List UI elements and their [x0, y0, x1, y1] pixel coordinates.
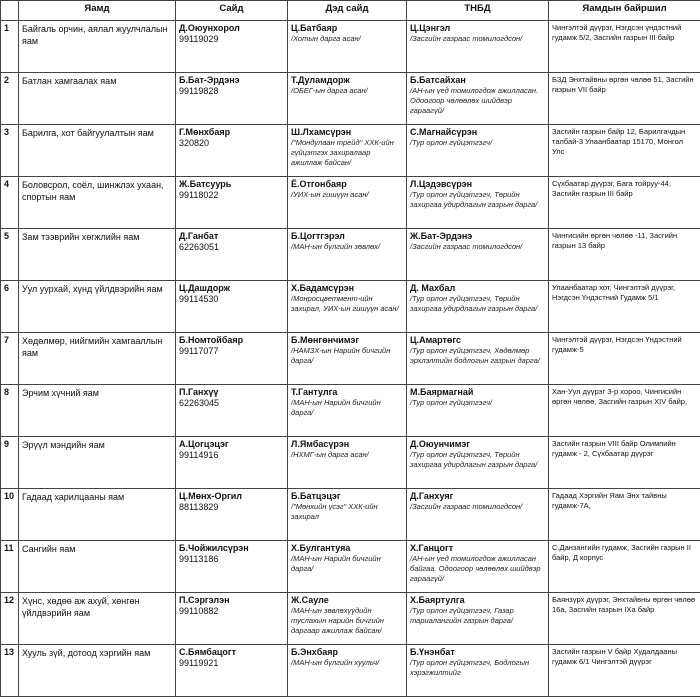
minister-name: Ц.Мөнх-Оргил [179, 491, 243, 501]
ministry-address-text: Баянзүрх дүүрэг, Энхтайвны өргөн чөлөө 16а, Засгийн газрын IXа байр [552, 595, 696, 614]
header-minister: Сайд [176, 1, 288, 21]
row-number [1, 489, 19, 541]
deputy-minister-cell [288, 21, 407, 73]
state-secretary-cell [407, 21, 549, 73]
ministry-name [19, 645, 176, 697]
table-row [1, 333, 700, 385]
row-number-text: 3 [4, 127, 10, 137]
minister-cell [176, 125, 288, 177]
ministry-address [549, 177, 700, 229]
deputy-minister-role: /НХМГ-ын дарга асан/ [291, 450, 369, 459]
ministry-address [549, 645, 700, 697]
ministry-address [549, 281, 700, 333]
ministry-name-text: Хүнс, хөдөө аж ахуй, хөнгөн үйлдвэрийн яам [22, 596, 140, 618]
ministry-address-text: С.Данзангийн гудамж, Засгийн газрын II байр, Д корпус [552, 543, 691, 562]
deputy-minister-name: Б.Энхбаяр [291, 647, 339, 657]
state-secretary-role: /Тур орлон гүйцэтгэгч/ [410, 398, 493, 407]
ministry-name-text: Байгаль орчин, аялал жуулчлалын яам [22, 24, 168, 46]
ministry-name [19, 21, 176, 73]
header-ministry: Яамд [19, 1, 176, 21]
deputy-minister-name: Ц.Батбаяр [291, 23, 338, 33]
minister-phone: 320820 [179, 138, 210, 148]
minister-cell [176, 437, 288, 489]
minister-phone: 99119029 [179, 34, 219, 44]
state-secretary-name: Х.Баяртулга [410, 595, 465, 605]
table-row [1, 21, 700, 73]
ministry-address-text: Гадаад Хэргийн Яам Энх тайвны гудамж-7А, [552, 491, 667, 510]
deputy-minister-role: /МАН-ын бүлгийн хуульч/ [291, 658, 380, 667]
state-secretary-cell [407, 73, 549, 125]
header-ministry-location: Яамдын байршил [549, 1, 700, 21]
minister-phone: 99114916 [179, 450, 219, 460]
ministry-name-text: Барилга, хот байгуулалтын яам [22, 128, 154, 138]
deputy-minister-name: Б.Мөнгөнчимэг [291, 335, 360, 345]
minister-cell [176, 593, 288, 645]
ministry-address [549, 437, 700, 489]
row-number [1, 437, 19, 489]
state-secretary-name: М.Баярмагнай [410, 387, 474, 397]
ministry-name [19, 385, 176, 437]
state-secretary-name: Ц.Цэнгэл [410, 23, 451, 33]
state-secretary-name: Б.Үнэнбат [410, 647, 455, 657]
minister-cell [176, 385, 288, 437]
state-secretary-role: /Тур орлон гүйцэтгэгч, Төрийн захиргаа удирдлагын газрын дарга/ [410, 450, 538, 469]
ministry-name-text: Сангийн яам [22, 544, 76, 554]
row-number-text: 12 [4, 595, 15, 605]
deputy-minister-cell [288, 437, 407, 489]
ministry-name [19, 177, 176, 229]
minister-phone: 99118022 [179, 190, 219, 200]
minister-cell [176, 541, 288, 593]
row-number-text: 9 [4, 439, 10, 449]
row-number [1, 645, 19, 697]
row-number-text: 8 [4, 387, 10, 397]
deputy-minister-role: /УИХ-ын гишүүн асан/ [291, 190, 369, 199]
state-secretary-role: /Засгийн газраас томилогдсон/ [410, 34, 523, 43]
ministry-address-text: Засгийн газрын VIII байр Олимпийн гудамж - 2, Сүхбаатар дүүрэг [552, 439, 676, 458]
table-row [1, 385, 700, 437]
ministry-address [549, 21, 700, 73]
state-secretary-name: Л.Цэдэвсүрэн [410, 179, 473, 189]
ministry-address-text: Чингэлтэй дүүрэг, Нэгдсэн Үндэстний гудамж-5 [552, 335, 682, 354]
deputy-minister-name: Ш.Лхамсүрэн [291, 127, 352, 137]
state-secretary-cell [407, 489, 549, 541]
minister-name: П.Сэргэлэн [179, 595, 230, 605]
deputy-minister-name: Х.Булгантуяа [291, 543, 351, 553]
minister-phone: 99113186 [179, 554, 219, 564]
ministry-address [549, 73, 700, 125]
ministry-name [19, 593, 176, 645]
deputy-minister-name: Б.Батцэцэг [291, 491, 341, 501]
minister-name: Ц.Дашдорж [179, 283, 230, 293]
state-secretary-cell [407, 541, 549, 593]
deputy-minister-name: Ж.Сауле [291, 595, 329, 605]
state-secretary-role: /Тур орлон гүйцэтгэгч, Хөдөлмөр эрхлэлтийн бодлогын газрын дарга/ [410, 346, 540, 365]
row-number-text: 11 [4, 543, 14, 553]
row-number-text: 2 [4, 75, 10, 85]
minister-phone: 62263051 [179, 242, 220, 252]
deputy-minister-name: Б.Цогтгэрэл [291, 231, 345, 241]
ministry-name [19, 229, 176, 281]
table-body [1, 21, 700, 697]
state-secretary-role: /Засгийн газраас томилогдсон/ [410, 242, 523, 251]
ministry-address-text: Чингэлтэй дүүрэг, Нэгдсэн үндэстний гудамж 5/2, Засгийн газрын III байр [552, 23, 682, 42]
deputy-minister-name: Х.Бадамсүрэн [291, 283, 355, 293]
row-number [1, 281, 19, 333]
deputy-minister-role: /Монросцветмент-ийн захирал, УИХ-ын гишүүн асан/ [291, 294, 399, 313]
table-row [1, 281, 700, 333]
ministry-address-text: Улаанбаатар хот, Чингэлтэй дүүрэг, Нэгдсэн Үндэстний Гудамж 5/1 [552, 283, 676, 302]
state-secretary-name: Д. Махбал [410, 283, 456, 293]
ministry-name-text: Хууль зүй, дотоод хэргийн яам [22, 648, 151, 658]
deputy-minister-cell [288, 385, 407, 437]
deputy-minister-role: /МАН-ын Нарийн бичгийн дарга/ [291, 554, 381, 573]
state-secretary-role: /Тур орлон гүйцэтгэгч/ [410, 138, 493, 147]
table-row [1, 437, 700, 489]
deputy-minister-cell [288, 333, 407, 385]
minister-phone: 62263045 [179, 398, 220, 408]
minister-cell [176, 333, 288, 385]
deputy-minister-name: Т.Гантулга [291, 387, 338, 397]
deputy-minister-cell [288, 125, 407, 177]
minister-phone: 99119828 [179, 86, 219, 96]
row-number [1, 177, 19, 229]
ministry-address-text: БЗД Энхтайвны өргөн чөлөө 51, Засгийн газрын VII байр [552, 75, 694, 94]
minister-phone: 99114530 [179, 294, 219, 304]
minister-name: Д.Ганбат [179, 231, 219, 241]
ministry-name [19, 73, 176, 125]
row-number-text: 5 [4, 231, 10, 241]
deputy-minister-role: /ОБЕГ-ын дарга асан/ [291, 86, 368, 95]
deputy-minister-name: Ё.Отгонбаяр [291, 179, 347, 189]
minister-cell [176, 489, 288, 541]
deputy-minister-name: Л.Ямбасүрэн [291, 439, 350, 449]
deputy-minister-role: /НАМЗХ-ын Нарийн бичгийн дарга/ [291, 346, 391, 365]
deputy-minister-role: /МАН-ын зөвлөхүүдийн туслахын нарийн бичгийн даргаар ажиллаж байсан/ [291, 606, 384, 635]
ministry-address [549, 385, 700, 437]
ministry-address-text: Чингисийн өргөн чөлөө -11, Засгийн газрын 13 байр [552, 231, 678, 250]
header-state-secretary: ТНБД [407, 1, 549, 21]
minister-cell [176, 645, 288, 697]
deputy-minister-cell [288, 541, 407, 593]
ministry-name [19, 125, 176, 177]
ministry-address-text: Засгийн газрын байр 12, Барилгачдын талбай-3 Улаанбаатар 15170, Монгол Улс [552, 127, 686, 156]
ministry-name-text: Боловсрол, соёл, шинжлэх ухаан, спортын яам [22, 180, 164, 202]
state-secretary-role: /Тур орлон гүйцэтгэгч, Төрийн захиргаа удирдлагын газрын дарга/ [410, 294, 538, 313]
ministry-address-text: Засгийн газрын V байр Худалдааны гудамж 6/1 Чингэлтэй дүүрэг [552, 647, 678, 666]
table-row [1, 229, 700, 281]
minister-name: Ж.Батсуурь [179, 179, 232, 189]
deputy-minister-role: /Хотын дарга асан/ [291, 34, 361, 43]
row-number-text: 4 [4, 179, 10, 189]
header-number [1, 1, 19, 21]
minister-phone: 99119921 [179, 658, 219, 668]
deputy-minister-role: /"Мондулаан трейд" ХХК-ийн гүйцэтгэх захиралаар ажиллаж байсан/ [291, 138, 394, 167]
state-secretary-cell [407, 333, 549, 385]
state-secretary-cell [407, 125, 549, 177]
minister-name: Д.Оюунхорол [179, 23, 240, 33]
row-number-text: 13 [4, 647, 15, 657]
state-secretary-name: Д.Ганхуяг [410, 491, 454, 501]
table-row [1, 489, 700, 541]
ministry-name-text: Уул уурхай, хүнд үйлдвэрийн яам [22, 284, 163, 294]
state-secretary-role: /АН-ын үед томилогдож ажилласан. Одоогоор чөлөөлөх шийдвэр гараагүй/ [410, 86, 539, 115]
table-row [1, 125, 700, 177]
ministry-name [19, 437, 176, 489]
row-number-text: 7 [4, 335, 10, 345]
deputy-minister-role: /МАН-ын бүлгийн зөвлөх/ [291, 242, 380, 251]
ministry-name [19, 489, 176, 541]
minister-name: П.Ганхүү [179, 387, 219, 397]
deputy-minister-cell [288, 229, 407, 281]
ministry-address [549, 229, 700, 281]
table-row [1, 593, 700, 645]
ministry-name [19, 541, 176, 593]
state-secretary-name: Ц.Амартөгс [410, 335, 462, 345]
row-number [1, 385, 19, 437]
ministry-name-text: Эрчим хүчний яам [22, 388, 99, 398]
row-number [1, 541, 19, 593]
minister-cell [176, 229, 288, 281]
minister-name: А.Цогцэцэг [179, 439, 229, 449]
deputy-minister-role: /МАН-ын Нарийн бичгийн дарга/ [291, 398, 381, 417]
table-row [1, 177, 700, 229]
state-secretary-name: Д.Оюунчимэг [410, 439, 471, 449]
ministry-name-text: Гадаад харилцааны яам [22, 492, 125, 502]
ministry-name-text: Эрүүл мэндийн яам [22, 440, 105, 450]
state-secretary-role: /Тур орлон гүйцэтгэгч, Газар тариалангийн газрын дарга/ [410, 606, 514, 625]
minister-name: Г.Мөнхбаяр [179, 127, 231, 137]
deputy-minister-name: Т.Дуламдорж [291, 75, 350, 85]
table-row [1, 73, 700, 125]
minister-phone: 99117077 [179, 346, 219, 356]
deputy-minister-cell [288, 73, 407, 125]
ministry-name [19, 333, 176, 385]
ministry-address [549, 489, 700, 541]
state-secretary-cell [407, 177, 549, 229]
state-secretary-name: Ж.Бат-Эрдэнэ [410, 231, 473, 241]
ministry-address [549, 333, 700, 385]
state-secretary-name: Б.Батсайхан [410, 75, 466, 85]
deputy-minister-cell [288, 593, 407, 645]
state-secretary-cell [407, 229, 549, 281]
ministry-address [549, 541, 700, 593]
header-deputy-minister: Дэд сайд [288, 1, 407, 21]
deputy-minister-cell [288, 281, 407, 333]
minister-phone: 88113829 [179, 502, 219, 512]
deputy-minister-cell [288, 177, 407, 229]
state-secretary-cell [407, 593, 549, 645]
ministry-name-text: Хөдөлмөр, нийгмийн хамгааллын яам [22, 336, 163, 358]
row-number [1, 333, 19, 385]
state-secretary-cell [407, 437, 549, 489]
minister-name: Б.Чойжилсүрэн [179, 543, 249, 553]
ministry-name-text: Зам тээврийн хөгжлийн яам [22, 232, 140, 242]
state-secretary-role: /Тур орлон гүйцэтгэгч, Төрийн захиргаа удирдлагын газрын дарга/ [410, 190, 538, 209]
state-secretary-name: Х.Ганцогт [410, 543, 454, 553]
state-secretary-role: /Тур орлон гүйцэтгэгч, Бодлогын хэрэгжилтийг [410, 658, 530, 677]
ministry-address-text: Сүхбаатар дүүрэг, Бага тойруу-44, Засгийн газрын III байр [552, 179, 671, 198]
state-secretary-name: С.Магнайсүрэн [410, 127, 478, 137]
deputy-minister-cell [288, 489, 407, 541]
ministry-address-text: Хан-Уул дүүрэг 3-р хороо, Чингисийн өргөн чөлөө, Засгийн газрын XIV байр, [552, 387, 688, 406]
ministry-address [549, 593, 700, 645]
state-secretary-role: /АН-ын үед томилогдож ажилласан байгаа. Одоогоор чөлөөлөх шийдвэр гараагүй/ [410, 554, 541, 583]
table-row [1, 541, 700, 593]
deputy-minister-cell [288, 645, 407, 697]
state-secretary-cell [407, 385, 549, 437]
ministry-name-text: Батлан хамгаалах яам [22, 76, 117, 86]
row-number [1, 229, 19, 281]
minister-cell [176, 281, 288, 333]
minister-name: С.Бямбацогт [179, 647, 237, 657]
minister-cell [176, 177, 288, 229]
minister-phone: 99110882 [179, 606, 219, 616]
row-number-text: 1 [4, 23, 10, 33]
row-number [1, 73, 19, 125]
table-header-row [1, 1, 700, 21]
row-number-text: 6 [4, 283, 10, 293]
row-number [1, 593, 19, 645]
state-secretary-cell [407, 281, 549, 333]
row-number-text: 10 [4, 491, 15, 501]
ministry-address [549, 125, 700, 177]
row-number [1, 21, 19, 73]
row-number [1, 125, 19, 177]
table-row [1, 645, 700, 697]
minister-name: Б.Номтойбаяр [179, 335, 244, 345]
deputy-minister-role: /"Мөнхийн үсэг" ХХК-ийн захирал [291, 502, 378, 521]
state-secretary-cell [407, 645, 549, 697]
minister-cell [176, 73, 288, 125]
minister-cell [176, 21, 288, 73]
state-secretary-role: /Засгийн газраас томилогдсон/ [410, 502, 523, 511]
ministry-name [19, 281, 176, 333]
minister-name: Б.Бат-Эрдэнэ [179, 75, 240, 85]
